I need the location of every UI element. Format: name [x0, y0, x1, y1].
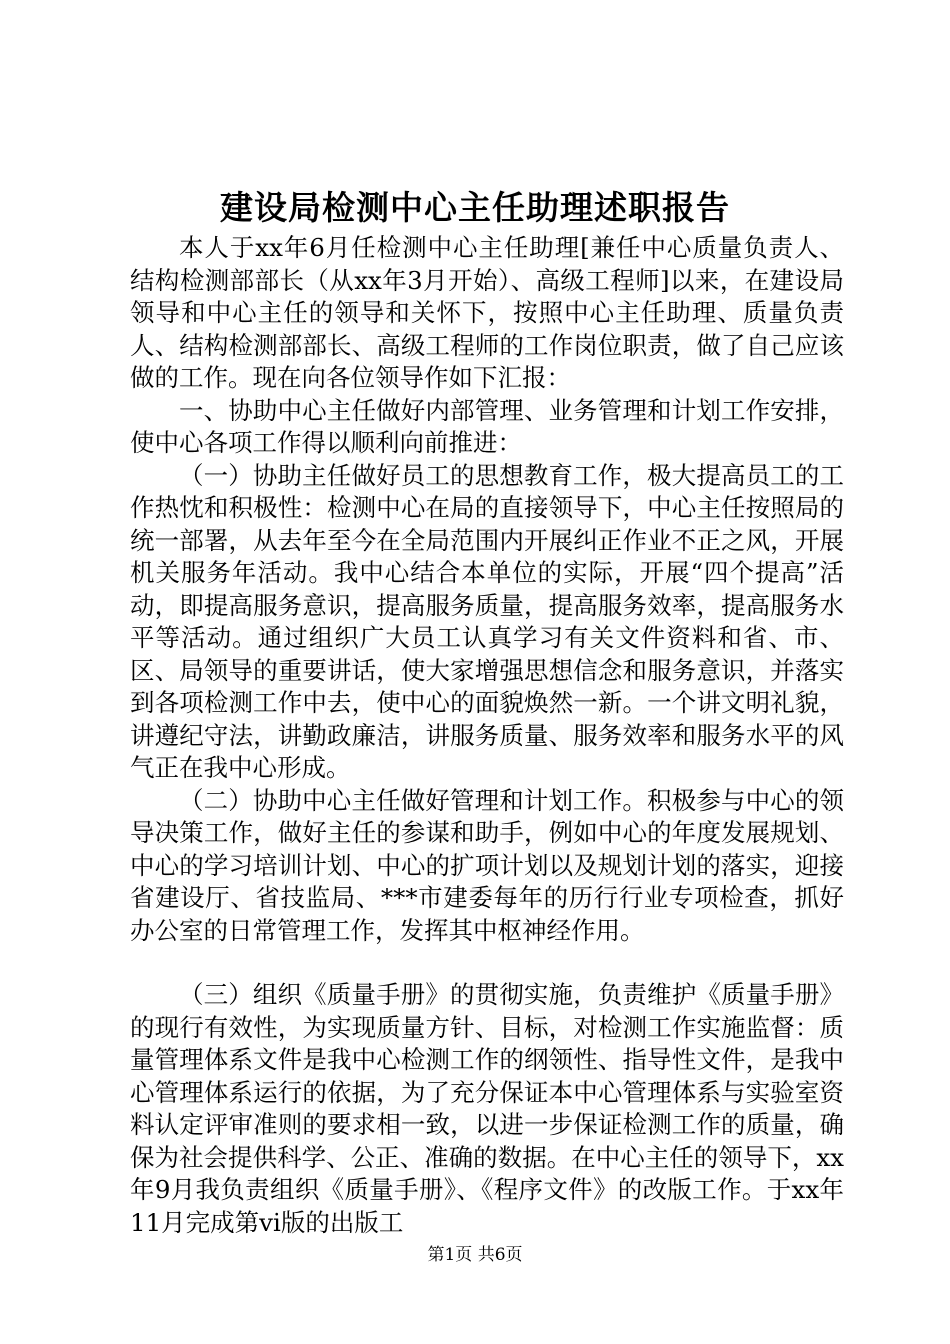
- paragraph-intro: 本人于xx年6月任检测中心主任助理[兼任中心质量负责人、结构检测部部长（从xx年3月开始）、高级工程师]以来，在建设局领导和中心主任的领导和关怀下，按照中心主任助理、质量负责人、结构检测部部长、高级工程师的工作岗位职责，做了自己应该做的工作。现在向各位领导作如下汇报：: [130, 233, 844, 392]
- document-title: 建设局检测中心主任助理述职报告: [220, 188, 730, 227]
- paragraph-item-2: （二）协助中心主任做好管理和计划工作。积极参与中心的领导决策工作，做好主任的参谋和助手，例如中心的年度发展规划、中心的学习培训计划、中心的扩项计划以及规划计划的落实，迎接省建设厅、省技监局、***市建委每年的历行行业专项检查，抓好办公室的日常管理工作，发挥其中枢神经作用。: [130, 785, 844, 945]
- paragraph-spacer: [130, 947, 844, 979]
- paragraph-section-1: 一、协助中心主任做好内部管理、业务管理和计划工作安排，使中心各项工作得以顺利向前推进：: [130, 395, 844, 457]
- paragraph-item-3: （三）组织《质量手册》的贯彻实施，负责维护《质量手册》的现行有效性，为实现质量方针、目标，对检测工作实施监督：质量管理体系文件是我中心检测工作的纲领性、指导性文件，是我中心管理体系运行的依据，为了充分保证本中心管理体系与实验室资料认定评审准则的要求相一致，以进一步保证检测工作的质量，确保为社会提供科学、公正、准确的数据。在中心主任的领导下，xx年9月我负责组织《质量手册》、《程序文件》的改版工作。于xx年11月完成第vi版的出版工: [130, 980, 844, 1237]
- paragraph-item-1: （一）协助主任做好员工的思想教育工作，极大提高员工的工作热忱和积极性：检测中心在局的直接领导下，中心主任按照局的统一部署，从去年至今在全局范围内开展纠正作业不正之风，开展机关服务年活动。我中心结合本单位的实际，开展“四个提高”活动，即提高服务意识，提高服务质量，提高服务效率，提高服务水平等活动。通过组织广大员工认真学习有关文件资料和省、市、区、局领导的重要讲话，使大家增强思想信念和服务意识，并落实到各项检测工作中去，使中心的面貌焕然一新。一个讲文明礼貌，讲遵纪守法，讲勤政廉洁，讲服务质量、服务效率和服务水平的风气正在我中心形成。: [130, 460, 844, 782]
- page-footer: 第1页 共6页: [427, 1245, 523, 1265]
- document-body: [130, 232, 844, 1239]
